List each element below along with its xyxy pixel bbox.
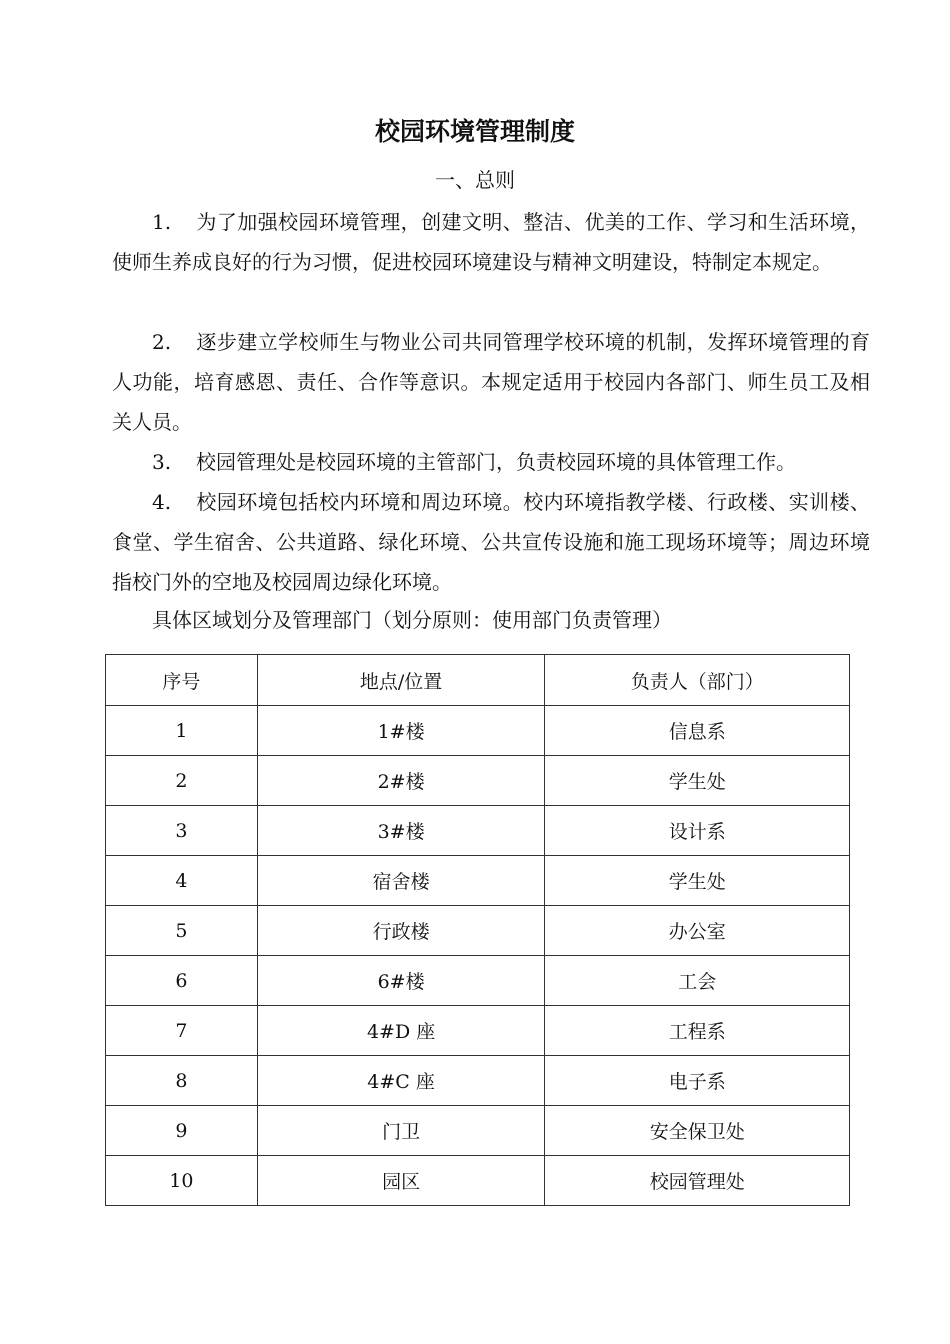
- cell-index: 4: [106, 856, 258, 906]
- cell-index: 9: [106, 1106, 258, 1156]
- cell-location: 门卫: [257, 1106, 545, 1156]
- cell-index: 2: [106, 756, 258, 806]
- paragraph-text: 校园管理处是校园环境的主管部门，负责校园环境的具体管理工作。: [196, 450, 796, 474]
- cell-location: 4#D 座: [257, 1006, 545, 1056]
- cell-index: 7: [106, 1006, 258, 1056]
- cell-location: 2#楼: [257, 756, 545, 806]
- cell-location: 宿舍楼: [257, 856, 545, 906]
- cell-index: 5: [106, 906, 258, 956]
- cell-index: 8: [106, 1056, 258, 1106]
- paragraph-number: 3.: [152, 450, 172, 474]
- table-row: [106, 706, 850, 756]
- table-row: [106, 856, 850, 906]
- cell-department: 电子系: [545, 1056, 850, 1106]
- table-row: [106, 1156, 850, 1206]
- header-department: 负责人（部门）: [545, 655, 850, 706]
- cell-department: 办公室: [545, 906, 850, 956]
- paragraph-text: 逐步建立学校师生与物业公司共同管理学校环境的机制，发挥环境管理的育人功能，培育感恩、责任、合作等意识。本规定适用于校园内各部门、师生员工及相关人员。: [112, 330, 870, 434]
- cell-index: 6: [106, 956, 258, 1006]
- paragraph-number: 1.: [152, 210, 172, 234]
- cell-department: 学生处: [545, 856, 850, 906]
- section-heading: 一、总则: [435, 168, 515, 192]
- cell-location: 1#楼: [257, 706, 545, 756]
- area-table: [105, 654, 850, 1206]
- table-row: [106, 956, 850, 1006]
- header-index: 序号: [106, 655, 258, 706]
- cell-department: 校园管理处: [545, 1156, 850, 1206]
- table-row: [106, 756, 850, 806]
- cell-location: 4#C 座: [257, 1056, 545, 1106]
- cell-index: 10: [106, 1156, 258, 1206]
- cell-index: 1: [106, 706, 258, 756]
- cell-department: 工程系: [545, 1006, 850, 1056]
- cell-location: 3#楼: [257, 806, 545, 856]
- cell-department: 安全保卫处: [545, 1106, 850, 1156]
- paragraph-1: [112, 202, 870, 282]
- cell-department: 信息系: [545, 706, 850, 756]
- cell-department: 工会: [545, 956, 850, 1006]
- document-title: 校园环境管理制度: [374, 117, 575, 146]
- header-location: 地点/位置: [257, 655, 545, 706]
- table-row: [106, 1056, 850, 1106]
- table-row: [106, 906, 850, 956]
- cell-department: 学生处: [545, 756, 850, 806]
- cell-index: 3: [106, 806, 258, 856]
- paragraph-number: 4.: [152, 490, 172, 514]
- table-header-row: [106, 655, 850, 706]
- cell-location: 行政楼: [257, 906, 545, 956]
- table-row: [106, 1106, 850, 1156]
- paragraph-text: 为了加强校园环境管理，创建文明、整洁、优美的工作、学习和生活环境，使师生养成良好的行为习惯，促进校园环境建设与精神文明建设，特制定本规定。: [112, 210, 870, 274]
- cell-location: 园区: [257, 1156, 545, 1206]
- paragraph-text: 校园环境包括校内环境和周边环境。校内环境指教学楼、行政楼、实训楼、食堂、学生宿舍、公共道路、绿化环境、公共宣传设施和施工现场环境等；周边环境指校门外的空地及校园周边绿化环境。: [112, 490, 870, 594]
- paragraph-3: [112, 442, 870, 482]
- paragraph-number: 2.: [152, 330, 172, 354]
- table-row: [106, 806, 850, 856]
- cell-department: 设计系: [545, 806, 850, 856]
- table-caption: 具体区域划分及管理部门（划分原则：使用部门负责管理）: [152, 608, 672, 632]
- cell-location: 6#楼: [257, 956, 545, 1006]
- table-row: [106, 1006, 850, 1056]
- paragraph-4: [112, 482, 870, 602]
- paragraph-2: [112, 322, 870, 442]
